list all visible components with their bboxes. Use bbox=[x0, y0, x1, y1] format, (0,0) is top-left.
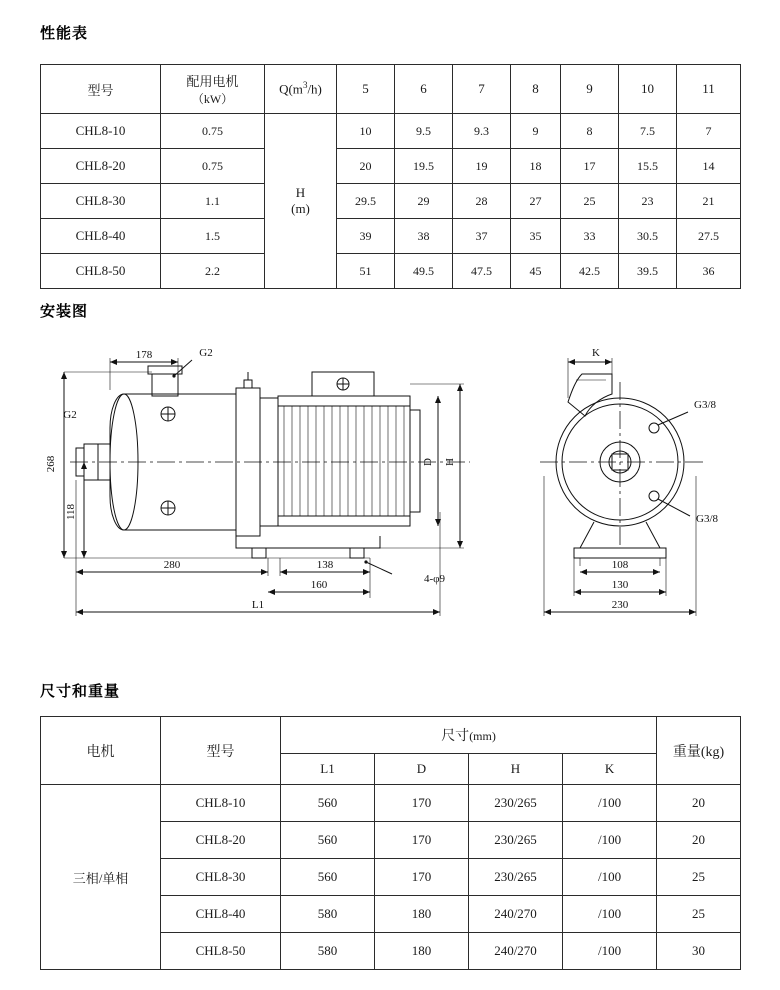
cell-k: /100 bbox=[563, 896, 657, 933]
cell-weight: 25 bbox=[657, 896, 741, 933]
cell-model: CHL8-40 bbox=[41, 219, 161, 254]
install-section-title: 安装图 bbox=[40, 303, 89, 320]
label-g2-top: G2 bbox=[199, 347, 213, 359]
header-size-unit: (mm) bbox=[469, 729, 496, 743]
label-k: K bbox=[592, 347, 600, 359]
cell-d: 170 bbox=[375, 785, 469, 822]
table-header-row bbox=[41, 717, 741, 754]
cell-kw: 1.5 bbox=[161, 219, 265, 254]
cell-head: 39.5 bbox=[619, 254, 677, 289]
table-row bbox=[41, 254, 741, 289]
cell-head: 25 bbox=[561, 184, 619, 219]
cell-model: CHL8-20 bbox=[41, 149, 161, 184]
cell-head: 37 bbox=[453, 219, 511, 254]
cell-l1: 580 bbox=[281, 933, 375, 970]
cell-head: 14 bbox=[677, 149, 741, 184]
cell-model: CHL8-30 bbox=[41, 184, 161, 219]
header-flow-q: Q(m bbox=[279, 81, 303, 97]
flow-value-cell: 6 bbox=[395, 65, 453, 114]
dim-108: 108 bbox=[611, 559, 629, 571]
cell-kw: 2.2 bbox=[161, 254, 265, 289]
cell-weight: 25 bbox=[657, 859, 741, 896]
cell-head: 28 bbox=[453, 184, 511, 219]
header-flow-tail: /h) bbox=[307, 81, 322, 97]
head-symbol: H bbox=[295, 184, 306, 200]
cell-head: 36 bbox=[677, 254, 741, 289]
cell-head: 35 bbox=[511, 219, 561, 254]
cell-d: 170 bbox=[375, 822, 469, 859]
header-motor-unit: （kW） bbox=[191, 92, 234, 106]
cell-head: 51 bbox=[337, 254, 395, 289]
cell-weight: 30 bbox=[657, 933, 741, 970]
cell-k: /100 bbox=[563, 933, 657, 970]
cell-k: /100 bbox=[563, 785, 657, 822]
cell-k: /100 bbox=[563, 859, 657, 896]
cell-model: CHL8-40 bbox=[161, 896, 281, 933]
cell-head: 18 bbox=[511, 149, 561, 184]
dim-130: 130 bbox=[611, 579, 629, 591]
cell-model: CHL8-20 bbox=[161, 822, 281, 859]
cell-head: 39 bbox=[337, 219, 395, 254]
flow-value-cell: 7 bbox=[453, 65, 511, 114]
cell-d: 180 bbox=[375, 933, 469, 970]
dim-l1: L1 bbox=[251, 599, 265, 611]
label-holes: 4-φ9 bbox=[424, 573, 446, 585]
cell-h: 240/270 bbox=[469, 896, 563, 933]
table-row bbox=[41, 785, 741, 822]
header-model: 型号 bbox=[41, 65, 161, 114]
header-h: H bbox=[469, 754, 563, 785]
table-row bbox=[41, 114, 741, 149]
cell-h: 240/270 bbox=[469, 933, 563, 970]
label-g2-left: G2 bbox=[63, 409, 77, 421]
cell-motor-type: 三相/单相 bbox=[41, 785, 161, 970]
label-g38-bottom: G3/8 bbox=[696, 513, 718, 525]
dimensions-section-title: 尺寸和重量 bbox=[40, 683, 121, 700]
head-unit: (m) bbox=[291, 201, 310, 216]
cell-l1: 580 bbox=[281, 896, 375, 933]
cell-head: 15.5 bbox=[619, 149, 677, 184]
cell-head: 49.5 bbox=[395, 254, 453, 289]
cell-head: 42.5 bbox=[561, 254, 619, 289]
header-flow bbox=[265, 65, 337, 114]
cell-head: 21 bbox=[677, 184, 741, 219]
cell-head: 7.5 bbox=[619, 114, 677, 149]
cell-weight: 20 bbox=[657, 785, 741, 822]
cell-model: CHL8-50 bbox=[161, 933, 281, 970]
cell-head: 10 bbox=[337, 114, 395, 149]
flow-value-cell: 9 bbox=[561, 65, 619, 114]
cell-kw: 1.1 bbox=[161, 184, 265, 219]
table-row bbox=[41, 149, 741, 184]
header-motor-type: 电机 bbox=[41, 717, 161, 785]
dim-118: 118 bbox=[65, 503, 77, 521]
header-motor bbox=[161, 65, 265, 114]
cell-k: /100 bbox=[563, 822, 657, 859]
flow-value-cell: 10 bbox=[619, 65, 677, 114]
cell-h: 230/265 bbox=[469, 822, 563, 859]
cell-head: 29 bbox=[395, 184, 453, 219]
cell-l1: 560 bbox=[281, 859, 375, 896]
label-h: H bbox=[444, 458, 456, 466]
cell-head: 19.5 bbox=[395, 149, 453, 184]
cell-head: 9 bbox=[511, 114, 561, 149]
label-g38-top: G3/8 bbox=[694, 399, 716, 411]
cell-weight: 20 bbox=[657, 822, 741, 859]
cell-model: CHL8-10 bbox=[161, 785, 281, 822]
cell-l1: 560 bbox=[281, 785, 375, 822]
header-motor-label: 配用电机 bbox=[186, 74, 239, 89]
cell-head: 47.5 bbox=[453, 254, 511, 289]
cell-head: 19 bbox=[453, 149, 511, 184]
dim-230: 230 bbox=[611, 599, 629, 611]
header-size-label: 尺寸 bbox=[441, 729, 470, 744]
flow-value-cell: 11 bbox=[677, 65, 741, 114]
header-l1: L1 bbox=[281, 754, 375, 785]
cell-head: 9.3 bbox=[453, 114, 511, 149]
table-row bbox=[41, 219, 741, 254]
dim-160: 160 bbox=[310, 579, 328, 591]
cell-head: 29.5 bbox=[337, 184, 395, 219]
dimensions-table bbox=[40, 716, 741, 970]
cell-head: 45 bbox=[511, 254, 561, 289]
header-k: K bbox=[563, 754, 657, 785]
cell-head: 33 bbox=[561, 219, 619, 254]
header-weight: 重量(kg) bbox=[657, 717, 741, 785]
cell-head: 27.5 bbox=[677, 219, 741, 254]
header-model: 型号 bbox=[161, 717, 281, 785]
installation-drawing bbox=[40, 336, 740, 636]
cell-h: 230/265 bbox=[469, 859, 563, 896]
cell-head: 9.5 bbox=[395, 114, 453, 149]
cell-kw: 0.75 bbox=[161, 149, 265, 184]
dim-268: 268 bbox=[45, 455, 57, 473]
dim-138: 138 bbox=[316, 559, 334, 571]
dim-178: 178 bbox=[135, 349, 153, 361]
dim-280: 280 bbox=[163, 559, 181, 571]
cell-head: 38 bbox=[395, 219, 453, 254]
cell-head: 7 bbox=[677, 114, 741, 149]
cell-head: 23 bbox=[619, 184, 677, 219]
header-d: D bbox=[375, 754, 469, 785]
flow-value-cell: 5 bbox=[337, 65, 395, 114]
head-symbol-cell bbox=[265, 114, 337, 289]
cell-head: 8 bbox=[561, 114, 619, 149]
header-flow-sup: 3 bbox=[302, 80, 308, 91]
cell-model: CHL8-30 bbox=[161, 859, 281, 896]
flow-value-cell: 8 bbox=[511, 65, 561, 114]
table-header-row bbox=[41, 65, 741, 114]
cell-head: 30.5 bbox=[619, 219, 677, 254]
cell-d: 180 bbox=[375, 896, 469, 933]
table-row bbox=[41, 184, 741, 219]
cell-d: 170 bbox=[375, 859, 469, 896]
performance-table bbox=[40, 64, 741, 289]
performance-section-title: 性能表 bbox=[40, 25, 89, 42]
cell-head: 17 bbox=[561, 149, 619, 184]
cell-h: 230/265 bbox=[469, 785, 563, 822]
cell-model: CHL8-50 bbox=[41, 254, 161, 289]
cell-head: 20 bbox=[337, 149, 395, 184]
header-size-group bbox=[281, 717, 657, 754]
cell-kw: 0.75 bbox=[161, 114, 265, 149]
cell-head: 27 bbox=[511, 184, 561, 219]
cell-l1: 560 bbox=[281, 822, 375, 859]
label-d: D bbox=[422, 458, 434, 466]
cell-model: CHL8-10 bbox=[41, 114, 161, 149]
